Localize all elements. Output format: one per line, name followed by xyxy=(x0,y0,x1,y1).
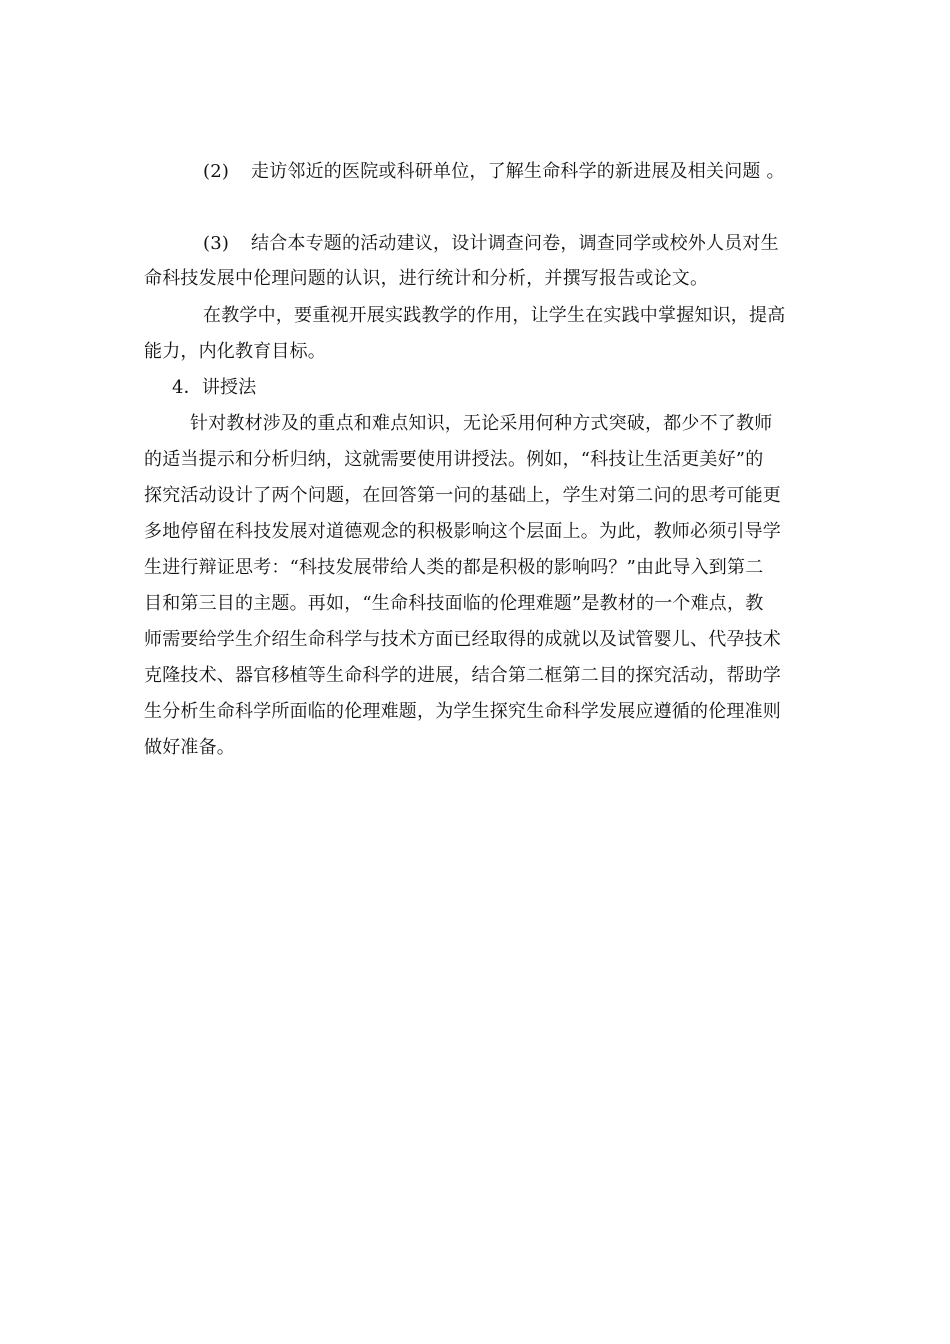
paragraph-line: 针对教材涉及的重点和难点知识，无论采用何种方式突破，都少不了教师 xyxy=(190,413,773,434)
paragraph-line: 生分析生命科学所面临的伦理难题，为学生探究生命科学发展应遵循的伦理准则 xyxy=(144,701,781,722)
list-item-text: 结合本专题的活动建议，设计调查问卷，调查同学或校外人员对生 xyxy=(251,233,779,254)
paragraph-line: 探究活动设计了两个问题，在回答第一问的基础上，学生对第二问的思考可能更 xyxy=(144,485,781,506)
paragraph-line: 目和第三目的主题。再如，“生命科技面临的伦理难题”是教材的一个难点，教 xyxy=(144,593,764,614)
paragraph-line: 克隆技术、器官移植等生命科学的进展，结合第二框第二目的探究活动，帮助学 xyxy=(144,665,781,686)
list-item-number: (3) xyxy=(203,233,230,254)
list-item-number: (2) xyxy=(203,161,230,182)
paragraph-line: 师需要给学生介绍生命科学与技术方面已经取得的成就以及试管婴儿、代孕技术 xyxy=(144,629,781,650)
list-item-2 xyxy=(203,157,785,187)
list-item-3-continuation: 命科技发展中伦理问题的认识，进行统计和分析，并撰写报告或论文。 xyxy=(144,268,709,289)
paragraph-line: 多地停留在科技发展对道德观念的积极影响这个层面上。为此，教师必须引导学 xyxy=(144,521,781,542)
paragraph-line: 能力，内化教育目标。 xyxy=(144,341,326,362)
paragraph-line: 的适当提示和分析归纳，这就需要使用讲授法。例如，“科技让生活更美好”的 xyxy=(144,449,764,470)
paragraph-line: 生进行辩证思考：“科技发展带给人类的都是积极的影响吗？”由此导入到第二 xyxy=(144,557,764,578)
paragraph-line: 在教学中，要重视开展实践教学的作用，让学生在实践中掌握知识，提高 xyxy=(203,305,786,326)
list-item-3 xyxy=(203,229,779,259)
paragraph-line: 做好准备。 xyxy=(144,737,235,758)
list-item-text: 走访邻近的医院或科研单位，了解生命科学的新进展及相关问题 。 xyxy=(251,161,785,182)
section-heading: 4．讲授法 xyxy=(172,377,257,398)
